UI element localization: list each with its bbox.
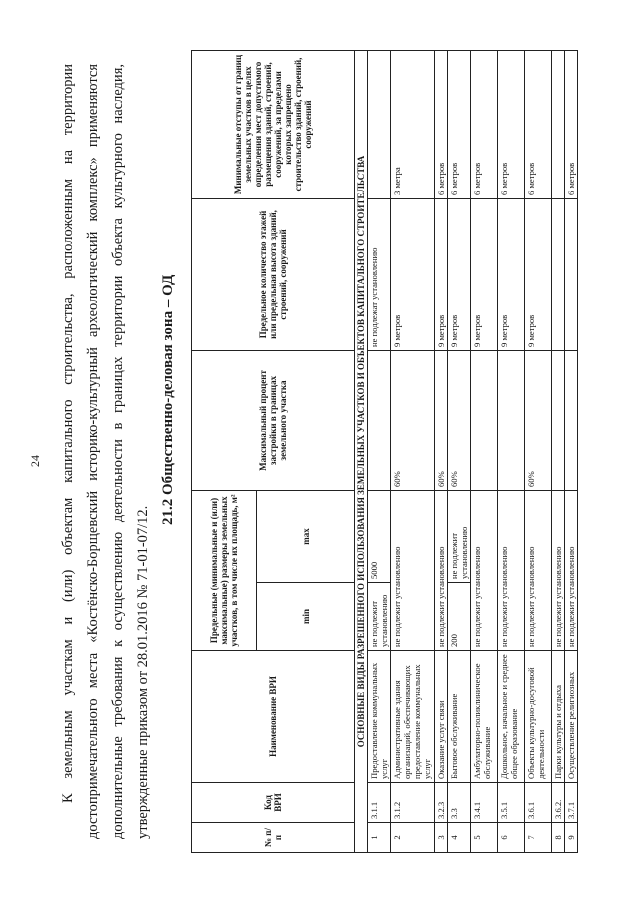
intro-paragraph <box>56 64 156 839</box>
cell-num: 1 <box>368 823 391 853</box>
cell-num: 4 <box>448 823 471 853</box>
cell-name: Административные здания организаций, обеспечивающих предоставление коммунальных услуг <box>391 651 435 783</box>
section-row <box>355 50 368 852</box>
cell-name: Парки культуры и отдыха <box>552 651 565 783</box>
cell-floors: 9 метров <box>498 198 525 350</box>
cell-floors: 9 метров <box>435 198 448 350</box>
cell-setback <box>552 50 565 198</box>
cell-percent <box>565 350 578 490</box>
cell-code: 3.1.2 <box>391 783 435 823</box>
cell-code: 3.2.3 <box>435 783 448 823</box>
cell-num: 8 <box>552 823 565 853</box>
cell-name: Объекты культурно-досуговой деятельности <box>525 651 552 783</box>
cell-percent <box>471 350 498 490</box>
cell-name: Амбулаторно-поликлиническое обслуживание <box>471 651 498 783</box>
cell-floors: 9 метров <box>471 198 498 350</box>
cell-num: 5 <box>471 823 498 853</box>
header-sizes: Предельные (минимальные и (или) максимальные) размеры земельных участков, в том числе их площадь, м² <box>192 490 257 650</box>
table-row <box>525 50 552 852</box>
cell-min: не подлежит установлению <box>471 490 498 650</box>
cell-setback: 6 метров <box>471 50 498 198</box>
cell-code: 3.5.1 <box>498 783 525 823</box>
cell-setback: 6 метров <box>448 50 471 198</box>
header-num: № п/п <box>192 823 355 853</box>
cell-code: 3.1.1 <box>368 783 391 823</box>
header-setback: Минимальные отступы от границ земельных участков в целях определения мест допустимого размещения зданий, строений, сооружений, за пределами которых запрещено строительство зданий, строений, сооружений <box>192 50 355 198</box>
intro-text: К земельным участкам и (или) объектам капитального строительства, расположенным на территории достопримечательного места «Костёнско-Борщевский историко-культурный археологический комплекс» применяются дополнительные требования к осуществлению деятельности в границах территории объекта культурного наследия, утвержденные приказом от 28.01.2016 № 71-01-07/12. <box>60 64 151 839</box>
cell-num: 9 <box>565 823 578 853</box>
cell-min: 200 <box>448 583 471 651</box>
table-row <box>498 50 525 852</box>
cell-setback: 6 метров <box>498 50 525 198</box>
header-code: Код ВРИ <box>192 783 355 823</box>
header-min: min <box>257 583 355 651</box>
cell-percent: 60% <box>525 350 552 490</box>
cell-min: не подлежит установлению <box>498 490 525 650</box>
cell-setback <box>368 50 391 198</box>
table-row <box>448 50 471 852</box>
table-row <box>471 50 498 852</box>
cell-percent: 60% <box>435 350 448 490</box>
cell-percent: 60% <box>448 350 471 490</box>
cell-max: не подлежит установлению <box>448 490 471 582</box>
cell-code: 3.4.1 <box>471 783 498 823</box>
cell-min: не подлежит установлению <box>391 490 435 650</box>
regulations-table <box>191 50 578 853</box>
cell-floors <box>552 198 565 350</box>
cell-percent <box>552 350 565 490</box>
cell-min: не подлежит установлению <box>525 490 552 650</box>
cell-name: Предоставление коммунальных услуг <box>368 651 391 783</box>
header-row-1 <box>192 50 257 852</box>
table-body <box>355 50 578 852</box>
cell-floors: 9 метров <box>525 198 552 350</box>
section-row-label: ОСНОВНЫЕ ВИДЫ РАЗРЕШЕННОГО ИСПОЛЬЗОВАНИЯ ЗЕМЕЛЬНЫХ УЧАСТКОВ И ОБЪЕКТОВ КАПИТАЛЬНОГО СТРОИТЕЛЬСТВА <box>355 50 368 852</box>
header-name: Наименование ВРИ <box>192 651 355 783</box>
cell-min: не подлежит установлению <box>435 490 448 650</box>
cell-percent <box>498 350 525 490</box>
cell-name: Бытовое обслуживание <box>448 651 471 783</box>
cell-name: Дошкольное, начальное и среднее общее образование <box>498 651 525 783</box>
cell-num: 6 <box>498 823 525 853</box>
cell-code: 3.6.2. <box>552 783 565 823</box>
cell-floors <box>565 198 578 350</box>
cell-floors: 9 метров <box>391 198 435 350</box>
cell-setback: 6 метров <box>435 50 448 198</box>
cell-name: Оказание услуг связи <box>435 651 448 783</box>
cell-min: не подлежит установлению <box>552 490 565 650</box>
cell-code: 3.7.1 <box>565 783 578 823</box>
cell-setback: 6 метров <box>525 50 552 198</box>
cell-percent: 60% <box>391 350 435 490</box>
table-row <box>565 50 578 852</box>
cell-max: 5000 <box>368 490 391 582</box>
cell-percent <box>368 350 391 490</box>
table-row <box>435 50 448 852</box>
cell-code: 3.6.1 <box>525 783 552 823</box>
page-number: 24 <box>28 455 42 467</box>
table-row <box>368 50 391 852</box>
header-floors: Предельное количество этажей или предельная высота зданий, строений, сооружений <box>192 198 355 350</box>
cell-num: 7 <box>525 823 552 853</box>
header-percent: Максимальный процент застройки в границах земельного участка <box>192 350 355 490</box>
cell-code: 3.3 <box>448 783 471 823</box>
section-title: 21.2 Общественно-деловая зона – ОД <box>160 274 176 525</box>
header-max: max <box>257 490 355 582</box>
cell-num: 3 <box>435 823 448 853</box>
cell-setback: 3 метра <box>391 50 435 198</box>
table-row <box>391 50 435 852</box>
cell-min: не подлежит установлению <box>565 490 578 650</box>
cell-floors: не подлежат установлению <box>368 198 391 350</box>
cell-num: 2 <box>391 823 435 853</box>
table-row <box>552 50 565 852</box>
cell-name: Осуществление религиозных <box>565 651 578 783</box>
cell-setback: 6 метров <box>565 50 578 198</box>
cell-floors: 9 метров <box>448 198 471 350</box>
cell-min: не подлежит установлению <box>368 583 391 651</box>
